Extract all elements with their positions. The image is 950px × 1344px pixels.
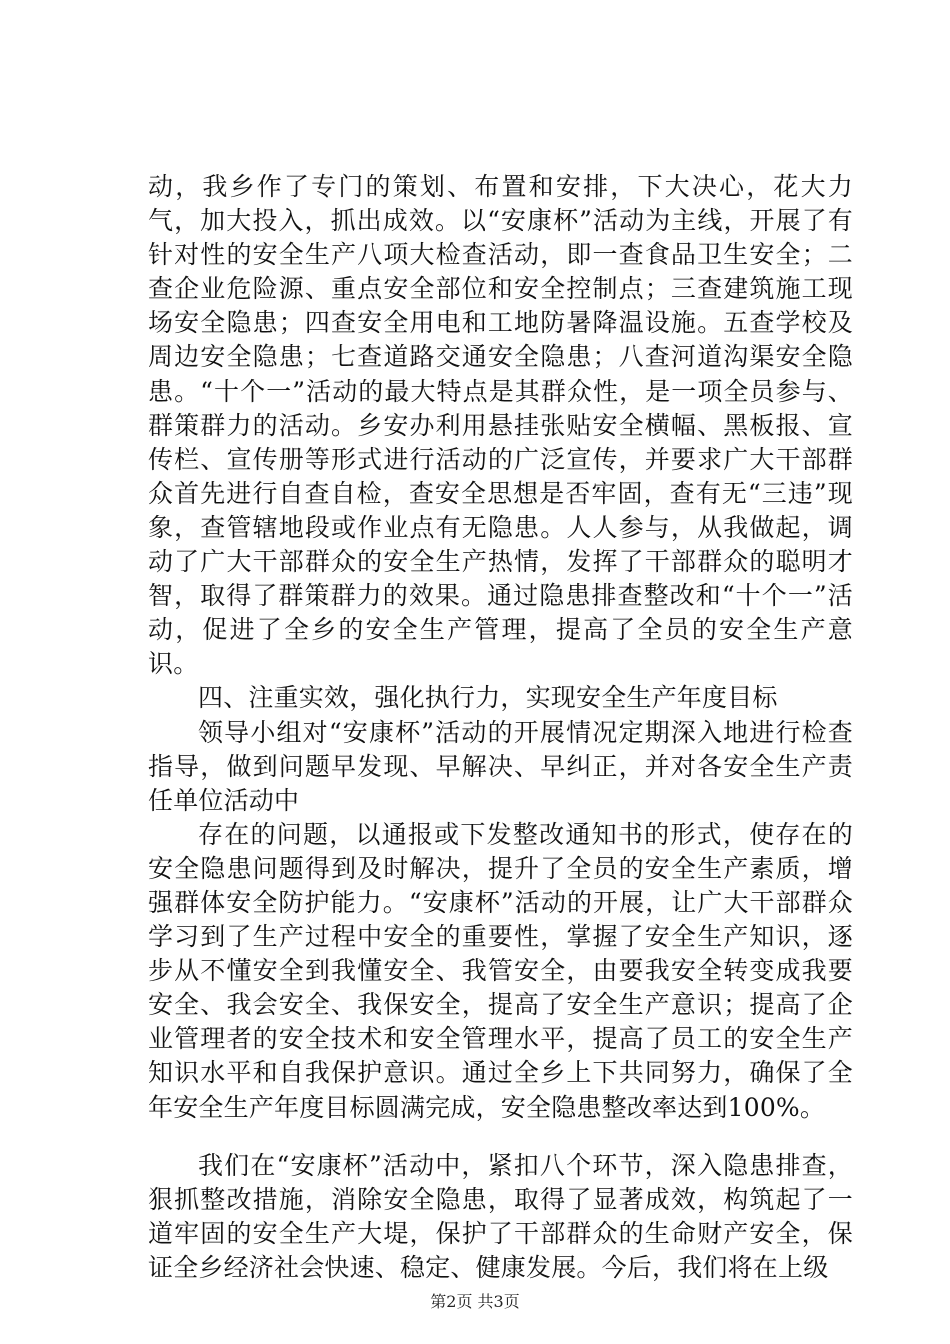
section-heading: 四、注重实效，强化执行力，实现安全生产年度目标 [198,683,778,713]
paragraph-gap [148,1125,853,1149]
paragraph-problem-resolution: 存在的问题，以通报或下发整改通知书的形式，使存在的安全隐患问题得到及时解决，提升了全员的安全生产素质，增强群体安全防护能力。“安康杯”活动的开展，让广大干部群众学习到了生产过程中安全的重要性，掌握了安全生产知识，逐步从不懂安全到我懂安全、我管安全，由要我安全转变成我要安全、我会安全、我保安全，提高了安全生产意识；提高了企业管理者的安全技术和安全管理水平，提高了员工的安全生产知识水平和自我保护意识。通过全乡上下共同努力，确保了全年安全生产年度目标圆满完成，安全隐患整改率达到100%。 [148,819,853,1122]
page-number-footer: 第2页 共3页 [430,1292,520,1311]
paragraph-continuation: 动，我乡作了专门的策划、布置和安排，下大决心，花大力气，加大投入，抓出成效。以“安康杯”活动为主线，开展了有针对性的安全生产八项大检查活动，即一查食品卫生安全；二查企业危险源、重点安全部位和安全控制点；三查建筑施工现场安全隐患；四查安全用电和工地防暑降温设施。五查学校及周边安全隐患；七查道路交通安全隐患；八查河道沟渠安全隐患。“十个一”活动的最大特点是其群众性，是一项全员参与、群策群力的活动。乡安办利用悬挂张贴安全横幅、黑板报、宣传栏、宣传册等形式进行活动的广泛宣传，并要求广大干部群众首先进行自查自检，查安全思想是否牢固，查有无“三违”现象，查管辖地段或作业点有无隐患。人人参与，从我做起，调动了广大干部群众的安全生产热情，发挥了干部群众的聪明才智，取得了群策群力的效果。通过隐患排查整改和“十个一”活动，促进了全乡的安全生产管理，提高了全员的安全生产意识。 [148,172,853,679]
paragraph-summary: 我们在“安康杯”活动中，紧扣八个环节，深入隐患排查，狠抓整改措施，消除安全隐患，取得了显著成效，构筑起了一道牢固的安全生产大堤，保护了干部群众的生命财产安全，保证全乡经济社会快速、稳定、健康发展。今后，我们将在上级 [148,1150,853,1282]
document-body [148,170,853,1282]
paragraph-inspection-guidance: 领导小组对“安康杯”活动的开展情况定期深入地进行检查指导，做到问题早发现、早解决、早纠正，并对各安全生产责任单位活动中 [148,717,853,815]
